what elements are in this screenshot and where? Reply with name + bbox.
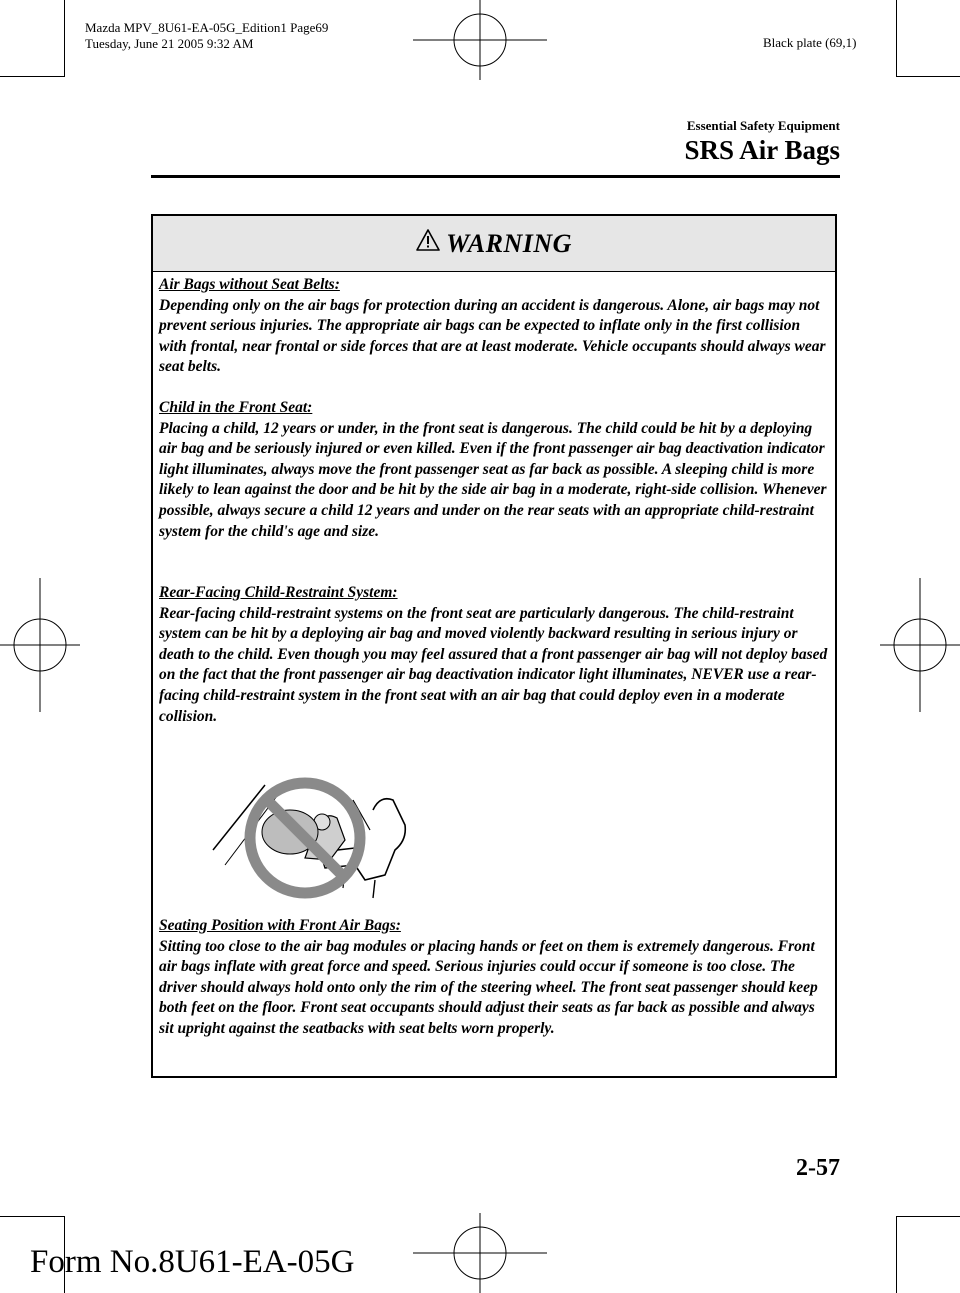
page-number: 2-57 (796, 1155, 840, 1181)
warning-paragraph-rear-facing (159, 583, 831, 727)
paragraph-body: Sitting too close to the air bag modules or placing hands or feet on them is extremely dangerous. Front air bags inflate with great force and speed. Serious injuries could occur if someone is too close. The driver should always hold onto only the rim of the steering wheel. The front seat passenger should keep both feet on the floor. Front seat occupants should adjust their seats as far back as possible and always sit upright against the seatbacks with seat belts worn properly. (159, 937, 818, 1037)
warning-triangle-icon (416, 229, 440, 251)
plate-info: Black plate (69,1) (763, 35, 857, 50)
document-meta (85, 20, 328, 52)
paragraph-body: Depending only on the air bags for protection during an accident is dangerous. Alone, air bags may not prevent serious injuries. The appropriate air bags can be expected to inflate only in the first collision with frontal, near frontal or side forces that are at least moderate. Vehicle occupants should always wear seat belts. (159, 296, 826, 376)
warning-title: WARNING (446, 228, 572, 258)
title-rule (151, 175, 840, 178)
crop-mark (0, 1216, 65, 1217)
registration-mark-top (413, 0, 547, 80)
registration-mark-right (880, 578, 960, 712)
crop-mark (64, 0, 65, 77)
warning-box (151, 214, 837, 1078)
warning-paragraph-seat-belts (159, 275, 831, 378)
page-title: SRS Air Bags (684, 135, 840, 165)
paragraph-heading: Child in the Front Seat: (159, 399, 313, 416)
registration-mark-left (0, 578, 80, 712)
paragraph-heading: Seating Position with Front Air Bags: (159, 917, 401, 934)
paragraph-body: Placing a child, 12 years or under, in the front seat is dangerous. The child could be hit by a deploying air bag and be seriously injured or even killed. Even if the front passenger air bag deactivation indicator light illuminates, always move the front passenger seat as far back as possible. A sleeping child is more likely to lean against the door and be hit by the side air bag in a moderate, right-side collision. Whenever possible, always secure a child 12 years and under on the rear seats with an appropriate child-restraint system for the child's age and size. (159, 419, 827, 540)
document-meta-line1: Mazda MPV_8U61-EA-05G_Edition1 Page69 (85, 20, 329, 35)
warning-header (153, 216, 835, 272)
section-label: Essential Safety Equipment (686, 118, 840, 133)
crop-mark (896, 1216, 897, 1293)
registration-mark-bottom (413, 1213, 547, 1293)
paragraph-heading: Rear-Facing Child-Restraint System: (159, 584, 398, 601)
crop-mark (896, 76, 960, 77)
form-number: Form No.8U61-EA-05G (30, 1244, 355, 1280)
paragraph-heading: Air Bags without Seat Belts: (159, 276, 340, 293)
crop-mark (0, 76, 65, 77)
rear-facing-child-seat-prohibited-illustration (205, 770, 420, 910)
crop-mark (896, 0, 897, 77)
warning-paragraph-child-front-seat (159, 398, 831, 542)
crop-mark (896, 1216, 960, 1217)
document-meta-line2: Tuesday, June 21 2005 9:32 AM (85, 36, 254, 51)
paragraph-body: Rear-facing child-restraint systems on the front seat are particularly dangerous. The child-restraint system can be hit by a deploying air bag and moved violently backward resulting in serious injury or death to the child. Even though you may feel assured that a front passenger air bag will not deploy based on the fact that the front passenger air bag deactivation indicator light illuminates, NEVER use a rear-facing child-restraint system in the front seat with an air bag that could deploy even in a moderate collision. (159, 604, 828, 725)
warning-paragraph-seating-position (159, 916, 831, 1040)
